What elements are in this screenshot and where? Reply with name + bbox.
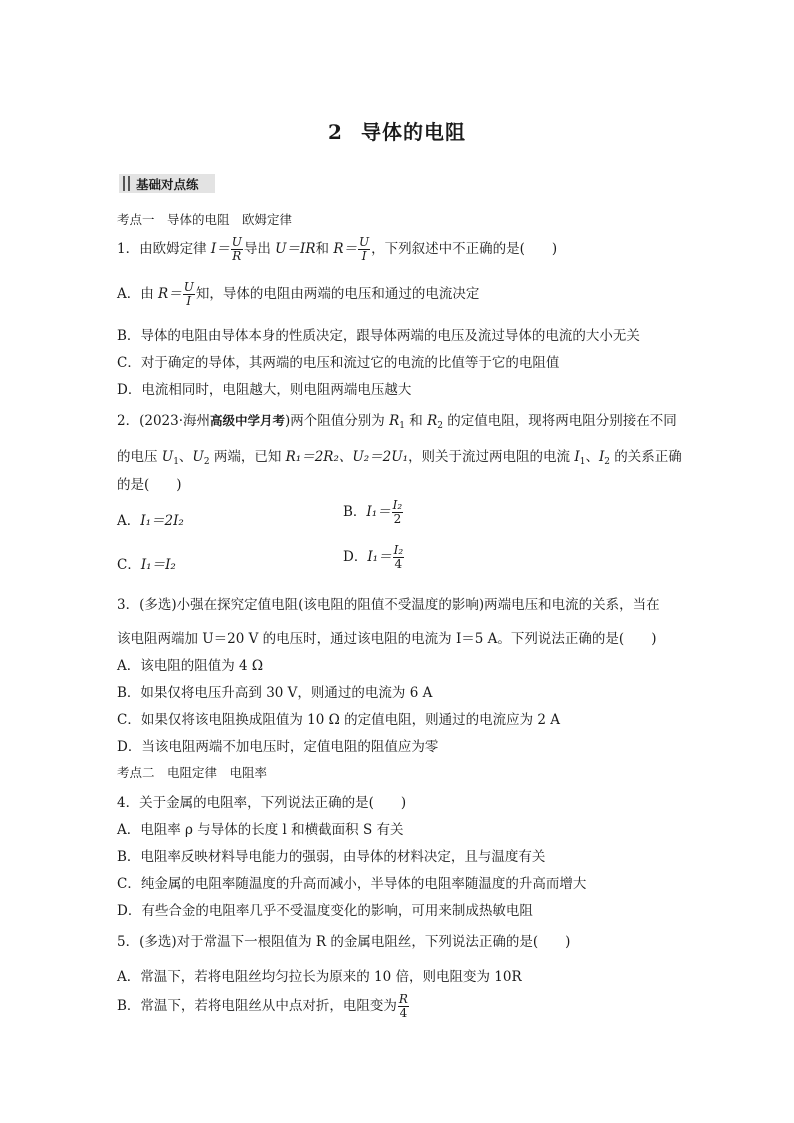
question-2-option-b	[343, 499, 404, 526]
section-label: 基础对点练	[136, 177, 199, 192]
question-5-option-b	[117, 993, 410, 1020]
fraction-i2-over-2	[392, 499, 404, 526]
q5-b-text: B．常温下，若将电阻丝从中点对折，电阻变为	[117, 998, 397, 1014]
question-1-option-b: B．导体的电阻由导体本身的性质决定，跟导体两端的电压及流过导体的电流的大小无关	[117, 328, 640, 344]
question-1-option-c: C．对于确定的导体，其两端的电压和流过它的电流的比值等于它的电阻值	[117, 355, 560, 371]
section-stripe	[123, 176, 125, 191]
question-1-stem	[117, 236, 557, 263]
sub-1: 1	[399, 421, 405, 431]
question-2-line-1	[117, 409, 677, 431]
question-3-option-d: D．当该电阻两端不加电压时，定值电阻的阻值应为零	[117, 739, 439, 755]
question-2-option-a	[117, 509, 184, 529]
sub-2: 2	[604, 457, 611, 467]
section-stripe	[128, 176, 130, 191]
frac-den: 4	[394, 557, 403, 571]
fraction-u-over-i	[183, 281, 195, 308]
q1-a-eq: R＝	[158, 286, 182, 302]
q2-relation: R₁＝2R₂、U₂＝2U₁	[285, 449, 409, 465]
question-3-line-1: 3．(多选)小强在探究定值电阻(该电阻的阻值不受温度的影响)两端电压和电流的关系，当在	[117, 597, 660, 613]
question-5-option-a: A．常温下，若将电阻丝均匀拉长为原来的 10 倍，则电阻变为 10R	[117, 969, 522, 985]
question-2-line-2	[117, 445, 682, 467]
question-2-option-c	[117, 553, 176, 573]
q2-source: 高级中学月考	[210, 413, 286, 428]
option-eq: I₁＝	[367, 549, 392, 565]
frac-den: I	[361, 249, 367, 263]
frac-num: U	[359, 235, 370, 249]
option-eq: I₁＝	[366, 504, 391, 520]
fraction-r-over-4	[398, 993, 409, 1020]
q1-a-text: A．由	[117, 286, 159, 302]
title-text: 导体的电阻	[360, 120, 466, 144]
q2-text: 的关系正确	[610, 449, 682, 465]
q1-text: ，下列叙述中不正确的是( )	[371, 241, 558, 257]
q1-a-text: 知，导体的电阻由两端的电压和通过的电流决定	[195, 286, 480, 302]
q1-eq-i: I＝	[210, 241, 230, 257]
q2-text: 和	[405, 413, 428, 429]
q1-text: 1．由欧姆定律	[117, 241, 211, 257]
frac-num: R	[398, 992, 408, 1006]
knowledge-point-1: 考点一 导体的电阻 欧姆定律	[117, 212, 293, 227]
question-4-option-c: C．纯金属的电阻率随温度的升高而减小，半导体的电阻率随温度的升高而增大	[117, 876, 587, 892]
question-4-option-b: B．电阻率反映材料导电能力的强弱，由导体的材料决定，且与温度有关	[117, 849, 546, 865]
frac-den: 4	[399, 1006, 408, 1020]
frac-num: I₂	[393, 543, 404, 557]
title-number: 2	[328, 120, 343, 144]
var-r2: R	[427, 413, 438, 429]
frac-num: I₂	[392, 498, 403, 512]
q1-eq-u: U＝IR	[275, 241, 316, 257]
q2-text: 、	[585, 449, 599, 465]
fraction-u-over-r	[231, 236, 243, 263]
option-label: B．	[343, 504, 367, 520]
frac-den: I	[186, 294, 192, 308]
q2-text: 2．(2023·海州	[117, 413, 211, 429]
var-i2: I	[598, 449, 605, 465]
question-4-option-a: A．电阻率 ρ 与导体的长度 l 和横截面积 S 有关	[117, 822, 404, 838]
var-r1: R	[389, 413, 400, 429]
q2-text: )两个阻值分别为	[285, 413, 390, 429]
question-1-option-a	[117, 281, 479, 308]
option-label: D．	[343, 549, 368, 565]
fraction-u-over-i	[358, 236, 370, 263]
option-label: A．	[117, 513, 141, 529]
q1-text: 导出	[243, 241, 276, 257]
sub-2: 2	[437, 421, 443, 431]
var-i1: I	[574, 449, 580, 465]
question-3-option-c: C．如果仅将该电阻换成阻值为 10 Ω 的定值电阻，则通过的电流应为 2 A	[117, 712, 560, 728]
question-5-stem: 5．(多选)对于常温下一根阻值为 R 的金属电阻丝，下列说法正确的是( )	[117, 934, 571, 950]
q2-text: 的电压	[117, 449, 162, 465]
section-header	[119, 174, 215, 193]
q2-text: 、	[178, 449, 193, 465]
q1-text: 和	[315, 241, 334, 257]
q2-text: 的定值电阻，现将两电阻分别接在不同	[443, 413, 677, 429]
question-4-stem: 4．关于金属的电阻率，下列说法正确的是( )	[117, 795, 407, 811]
q2-text: 两端，已知	[209, 449, 286, 465]
frac-den: 2	[393, 512, 402, 526]
q2-text: ，则关于流过两电阻的电流	[408, 449, 575, 465]
question-3-option-b: B．如果仅将电压升高到 30 V，则通过的电流为 6 A	[117, 685, 433, 701]
sub-2: 2	[203, 457, 210, 467]
frac-num: U	[183, 280, 194, 294]
var-u1: U	[161, 449, 174, 465]
sub-1: 1	[579, 457, 586, 467]
frac-den: R	[232, 249, 242, 263]
question-1-option-d: D．电流相同时，电阻越大，则电阻两端电压越大	[117, 382, 412, 398]
frac-num: U	[231, 235, 242, 249]
sub-1: 1	[173, 457, 179, 467]
q1-eq-r: R＝	[333, 241, 357, 257]
var-u2: U	[192, 449, 204, 465]
question-3-line-2: 该电阻两端加 U＝20 V 的电压时，通过该电阻的电流为 I＝5 A。下列说法正确的是( )	[117, 631, 657, 647]
option-label: C．	[117, 557, 141, 573]
question-2-line-3: 的是( )	[117, 477, 182, 493]
option-eq: I₁＝I₂	[140, 557, 176, 573]
question-4-option-d: D．有些合金的电阻率几乎不受温度变化的影响，可用来制成热敏电阻	[117, 903, 533, 919]
option-eq: I₁＝2I₂	[140, 513, 184, 529]
knowledge-point-2: 考点二 电阻定律 电阻率	[117, 765, 268, 780]
question-2-option-d	[343, 544, 405, 571]
page-title	[0, 116, 794, 145]
question-3-option-a: A．该电阻的阻值为 4 Ω	[117, 658, 264, 674]
fraction-i2-over-4	[393, 544, 405, 571]
